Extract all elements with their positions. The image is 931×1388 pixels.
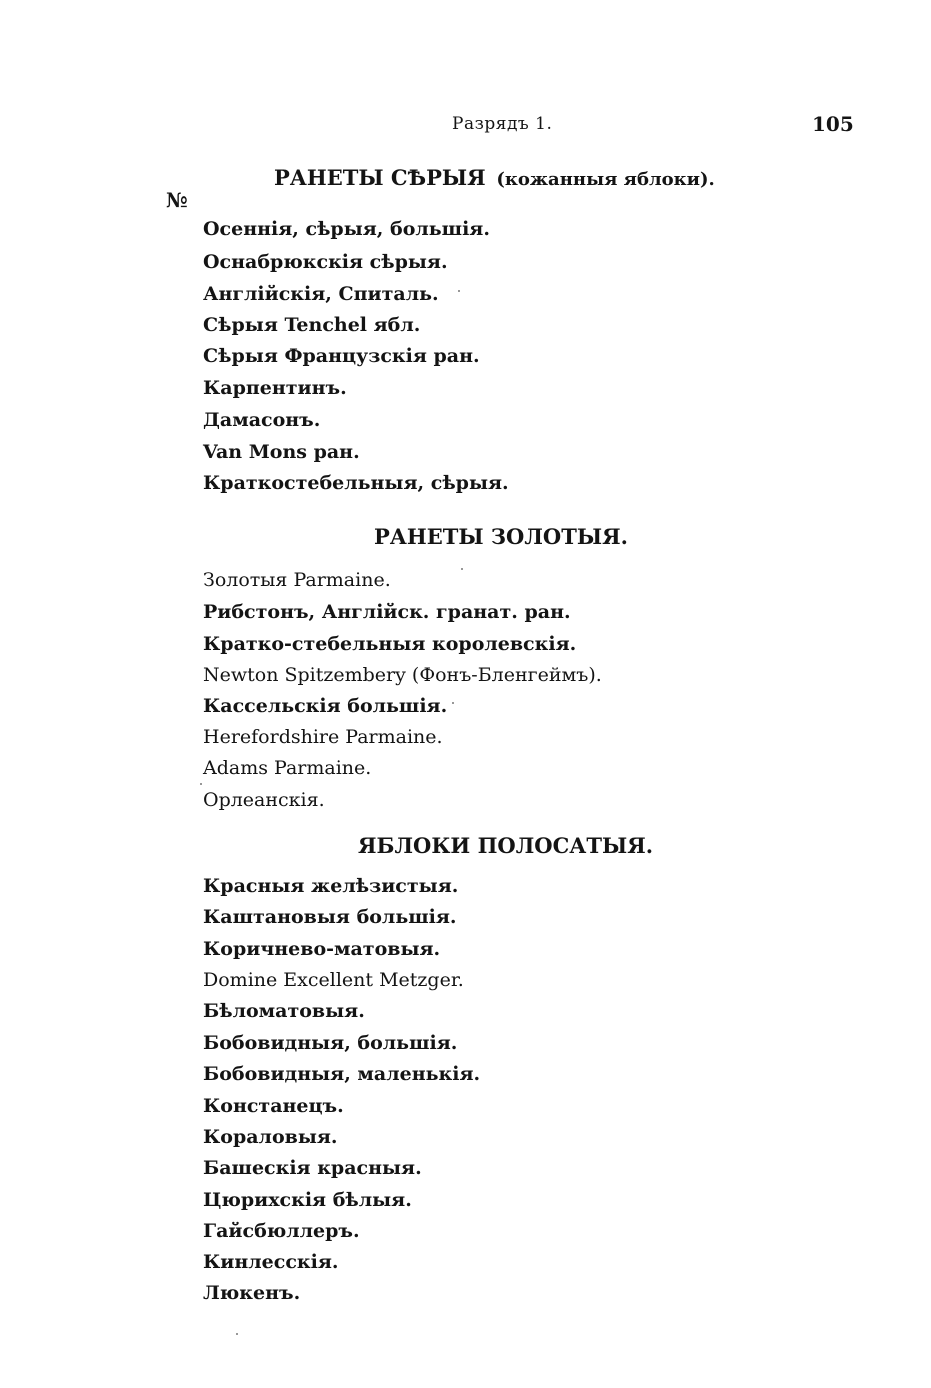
page-number: 105 <box>812 112 854 136</box>
list-item: Рибстонъ, Англійск. гранат. ран. <box>203 601 571 623</box>
print-speck <box>200 783 202 785</box>
list-item: Сѣрыя Tenchel ябл. <box>203 314 421 336</box>
list-item: Оснабрюкскія сѣрыя. <box>203 251 448 273</box>
list-item: Коричнево-матовыя. <box>203 938 441 960</box>
section-heading-golden-rennets: РАНЕТЫ ЗОЛОТЫЯ. <box>374 524 628 549</box>
list-item: Цюрихскія бѣлыя. <box>203 1189 412 1211</box>
list-item: Карпентинъ. <box>203 377 347 399</box>
list-item: Кораловыя. <box>203 1126 338 1148</box>
section-heading-grey-rennets <box>274 165 715 190</box>
list-item: Каштановыя большія. <box>203 906 457 928</box>
list-item: Орлеанскія. <box>203 789 325 811</box>
list-item: Констанецъ. <box>203 1095 344 1117</box>
list-item: Newton Spitzembery (Фонъ-Бленгеймъ). <box>203 664 602 686</box>
list-item: Кассельскія большія. <box>203 695 448 717</box>
section-heading-striped-apples: ЯБЛОКИ ПОЛОСАТЫЯ. <box>358 833 654 858</box>
list-item: Краткостебельныя, сѣрыя. <box>203 472 509 494</box>
list-item: Бѣломатовыя. <box>203 1000 365 1022</box>
running-head: Разрядъ 1. <box>452 114 553 134</box>
list-item: Кинлесскія. <box>203 1251 339 1273</box>
list-item: Herefordshire Parmaine. <box>203 726 443 748</box>
list-item: Англійскія, Спиталь. <box>203 283 439 305</box>
list-item: Золотыя Parmaine. <box>203 569 391 591</box>
list-item: Adams Parmaine. <box>203 757 372 779</box>
list-item: Кратко-стебельныя королевскія. <box>203 633 577 655</box>
list-item: Бобовидныя, большія. <box>203 1032 458 1054</box>
number-column-mark: № <box>166 188 188 212</box>
list-item: Башескія красныя. <box>203 1157 422 1179</box>
list-item: Domine Excellent Metzger. <box>203 969 464 991</box>
print-speck <box>461 568 463 570</box>
list-item: Осеннія, сѣрыя, большія. <box>203 218 490 240</box>
list-item: Дамасонъ. <box>203 409 321 431</box>
list-item: Гайсбюллеръ. <box>203 1220 360 1242</box>
list-item: Красныя желѣзистыя. <box>203 875 459 897</box>
print-speck <box>236 1333 238 1335</box>
print-speck <box>452 702 454 704</box>
list-item: Бобовидныя, маленькія. <box>203 1063 481 1085</box>
list-item: Сѣрыя Французскія ран. <box>203 345 480 367</box>
section-title: РАНЕТЫ СѢРЫЯ <box>274 165 486 190</box>
section-subtitle: (кожанныя яблоки). <box>496 169 715 190</box>
list-item: Люкенъ. <box>203 1282 301 1304</box>
print-speck <box>458 290 460 292</box>
list-item: Van Mons ран. <box>203 441 360 463</box>
